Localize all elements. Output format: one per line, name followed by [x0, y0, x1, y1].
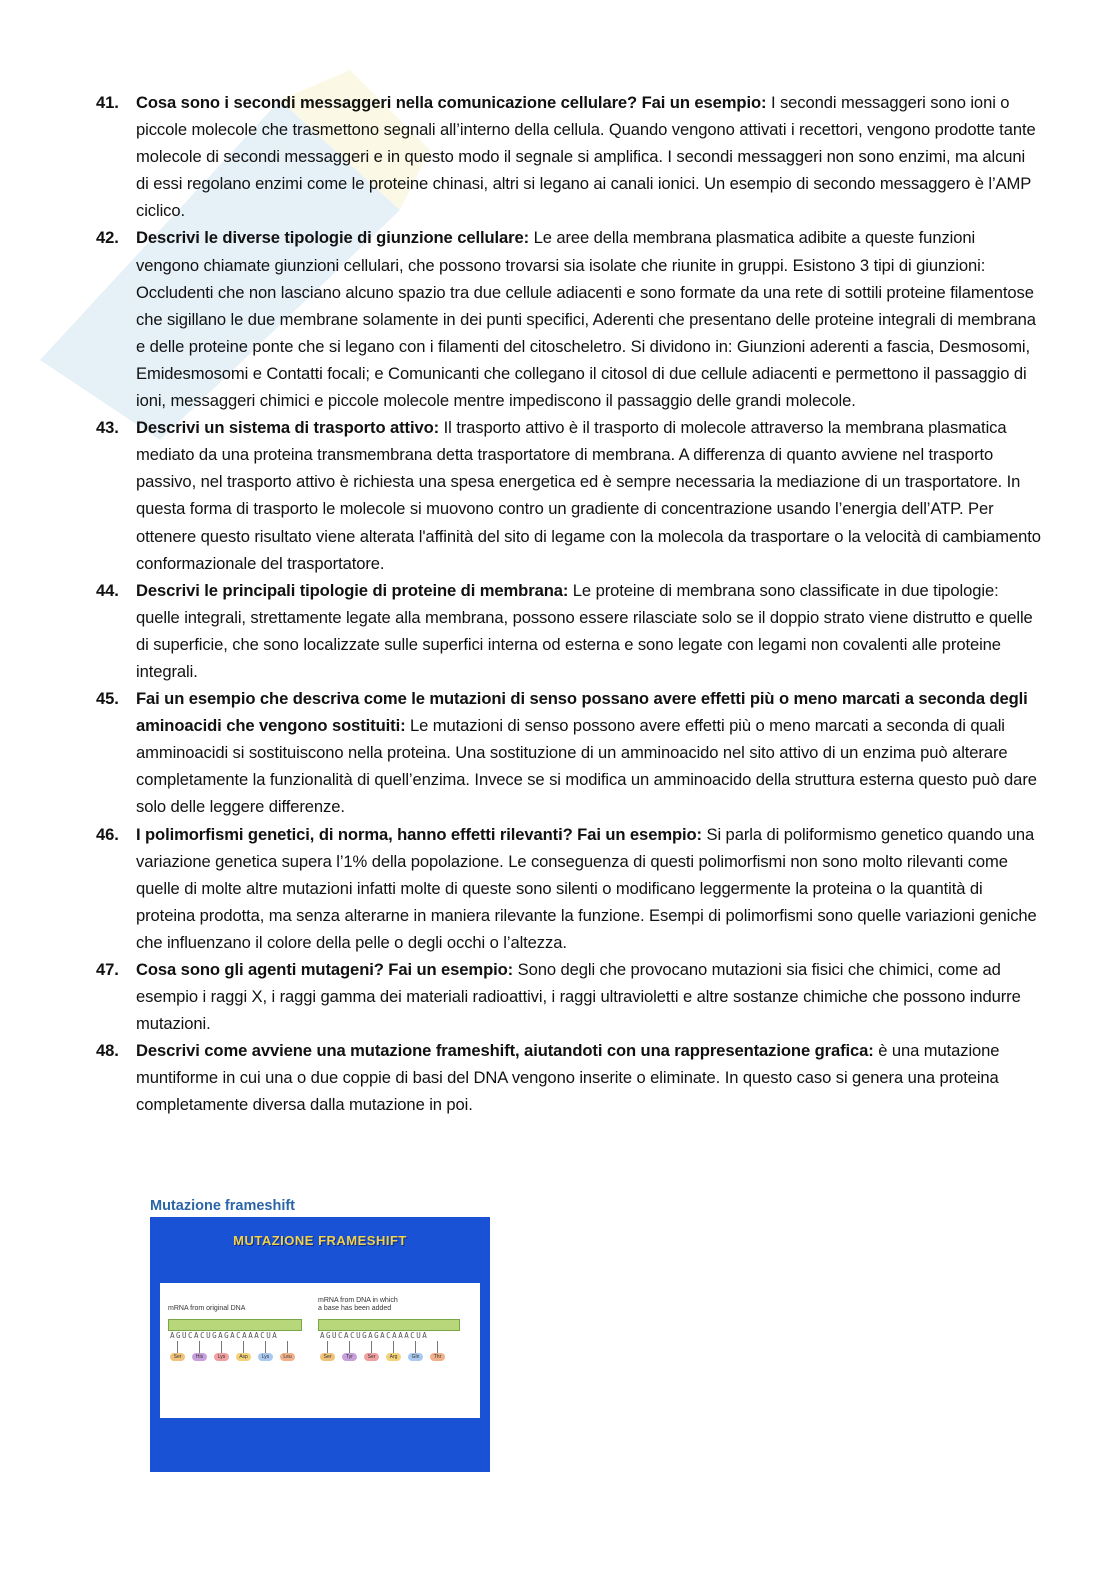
slide-title: MUTAZIONE FRAMESHIFT: [233, 1233, 407, 1248]
left-mrna-strand: [168, 1319, 302, 1331]
right-mrna-strand: [318, 1319, 460, 1331]
right-strand-label-2: a base has been added: [318, 1305, 392, 1312]
amino-acid-link: [243, 1341, 244, 1353]
frameshift-figure: [150, 1198, 490, 1472]
right-bases: AGUCACUGAGACAAACUA: [320, 1331, 429, 1340]
amino-acid-link: [177, 1341, 178, 1353]
amino-acid-link: [265, 1341, 266, 1353]
amino-acid-bead: Lys: [258, 1353, 273, 1361]
amino-acid-link: [393, 1341, 394, 1353]
right-strand-label-1: mRNA from DNA in which: [318, 1297, 398, 1304]
amino-acid-bead: His: [192, 1353, 207, 1361]
figure-caption: Mutazione frameshift: [150, 1198, 296, 1214]
amino-acid-link: [349, 1341, 350, 1353]
frameshift-slide: [150, 1217, 490, 1472]
qa-item-44: 44. Descrivi le principali tipologie di proteine di membrana: Le proteine di membrana sono classificate in due tipologie: quelle integrali, strettamente legate alla membrana, possono essere rilasciate solo se il doppio strato viene distrutto e quelle di superficie, che sono localizzate sulle superfici interna od esterna e sono legate con legami non covalenti alle proteine integrali.: [96, 580, 1033, 681]
qa-list-container: [96, 89, 1041, 1119]
qa-item-47: 47. Cosa sono gli agenti mutageni? Fai un esempio: Sono degli che provocano mutazioni sia fisici che chimici, come ad esempio i raggi X, i raggi gamma dei materiali radioattivi, i raggi ultravioletti e altre sostanze chimiche che possono indurre mutazioni.: [96, 960, 1021, 1034]
amino-acid-bead: Asp: [236, 1353, 251, 1361]
qa-item-48: 48. Descrivi come avviene una mutazione frameshift, aiutandoti con una rappresentazione grafica: è una mutazione muntiforme in cui una o due coppie di basi del DNA vengono inserite o eliminate. In questo caso si genera una proteina completamente diversa dalla mutazione in poi.: [96, 1041, 1000, 1115]
qa-item-42: 42. Descrivi le diverse tipologie di giunzione cellulare: Le aree della membrana plasmatica adibite a queste funzioni vengono chiamate giunzioni cellulari, che possono trovarsi sia isolate che riunite in gruppi. Esistono 3 tipi di giunzioni: Occludenti che non lasciano alcuno spazio tra due cellule adiacenti e sono formate da una rete di sottili proteine filamentose che sigillano le due membrane solamente in dei punti specifici, Aderenti che presentano delle proteine integrali di membrana e delle proteine ponte che si legano con i filamenti del citoscheletro. Si dividono in: Giunzioni aderenti a fascia, Desmosomi, Emidesmosomi e Contatti focali; e Comunicanti che collegano il citosol di due cellule adiacenti e permettono il passaggio di ioni, messaggeri chimici e piccole molecole mentre impediscono il passaggio delle grandi molecole.: [96, 228, 1036, 411]
amino-acid-link: [437, 1341, 438, 1353]
qa-item-41: 41. Cosa sono i secondi messaggeri nella comunicazione cellulare? Fai un esempio: I secondi messaggeri sono ioni o piccole molecole che trasmettono segnali all’interno della cellula. Quando vengono attivati i recettori, vengono prodotte tante molecole di secondi messaggeri e in questo modo il segnale si amplifica. I secondi messaggeri non sono enzimi, ma alcuni di essi regolano enzimi come le proteine chinasi, altri si legano ai canali ionici. Un esempio di secondo messaggero è l’AMP ciclico.: [96, 93, 1036, 221]
qa-item-46: 46. I polimorfismi genetici, di norma, hanno effetti rilevanti? Fai un esempio: Si parla di poliformismo genetico quando una variazione genetica supera l’1% della popolazione. Le conseguenza di questi polimorfismi non sono molto rilevanti come quelle di molte altre mutazioni infatti molte di queste sono silenti o modificano leggermente la proteina o la quantità di proteina prodotta, ma senza alterarne in maniera rilevante la funzione. Esempi di polimorfismi sono quelle variazioni geniche che influenzano il colore della pelle o degli occhi o l’altezza.: [96, 824, 1037, 952]
amino-acid-link: [415, 1341, 416, 1353]
amino-acid-bead: Lys: [214, 1353, 229, 1361]
slide-panel: [160, 1283, 480, 1418]
qa-list: [96, 89, 1041, 1119]
amino-acid-link: [371, 1341, 372, 1353]
amino-acid-bead: Leu: [280, 1353, 295, 1361]
amino-acid-bead: Ser: [364, 1353, 379, 1361]
amino-acid-bead: Ser: [170, 1353, 185, 1361]
qa-item-43: 43. Descrivi un sistema di trasporto attivo: Il trasporto attivo è il trasporto di molecole attraverso la membrana plasmatica mediato da una proteina transmembrana detta trasportatore di membrana. A differenza di quanto avviene nel trasporto passivo, nel trasporto attivo è richiesta una spesa energetica ed è sempre necessaria la mediazione di un trasportatore. In questa forma di trasporto le molecole si muovono contro un gradiente di concentrazione usando l’energia dell’ATP. Per ottenere questo risultato viene alterata l'affinità del sito di legame con la molecola da trasportare o la velocità di cambiamento conformazionale del trasportatore.: [96, 418, 1041, 573]
amino-acid-link: [221, 1341, 222, 1353]
amino-acid-bead: Ser: [320, 1353, 335, 1361]
amino-acid-link: [199, 1341, 200, 1353]
amino-acid-bead: Tyr: [342, 1353, 357, 1361]
qa-item-45: 45. Fai un esempio che descriva come le mutazioni di senso possano avere effetti più o meno marcati a seconda degli aminoacidi che vengono sostituiti: Le mutazioni di senso possono avere effetti più o meno marcati a seconda di quali amminoacidi si sostituiscono nella proteina. Una sostituzione di un amminoacido nel sito attivo di un enzima può alterare completamente la funzionalità di quell’enzima. Invece se si modifica un amminoacido della struttura esterna questo può dare solo delle leggere differenze.: [96, 689, 1037, 817]
amino-acid-bead: Thr: [430, 1353, 445, 1361]
amino-acid-link: [287, 1341, 288, 1353]
left-bases: AGUCACUGAGACAAACUA: [170, 1331, 279, 1340]
amino-acid-bead: Arg: [386, 1353, 401, 1361]
amino-acid-bead: Gln: [408, 1353, 423, 1361]
amino-acid-link: [327, 1341, 328, 1353]
left-strand-label: mRNA from original DNA: [168, 1305, 246, 1312]
